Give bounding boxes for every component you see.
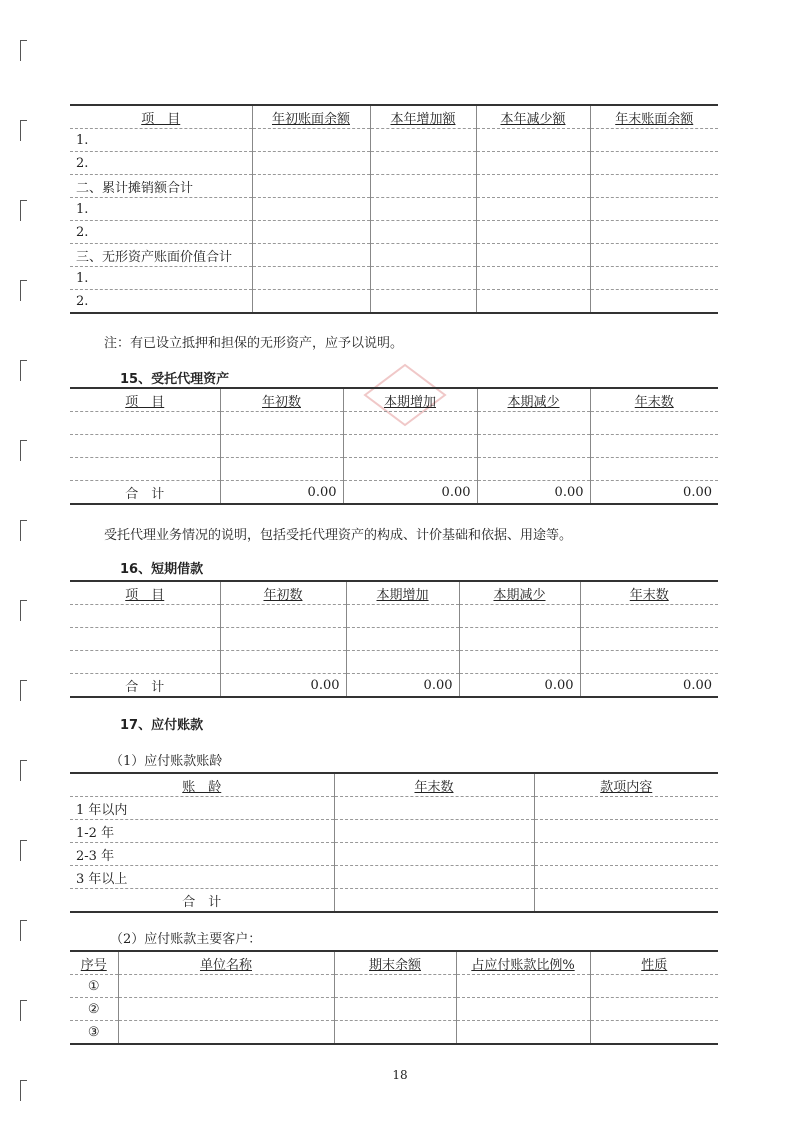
col-decrease: 本期减少 xyxy=(477,388,590,412)
row-label: 1. xyxy=(70,198,252,221)
note-15: 受托代理业务情况的说明，包括受托代理资产的构成、计价基础和依据、用途等。 xyxy=(104,528,573,543)
col-increase: 本期增加 xyxy=(346,581,459,605)
col-begin-balance: 年初账面余额 xyxy=(252,105,370,129)
col-decrease: 本年减少额 xyxy=(476,105,590,129)
col-aging: 账 龄 xyxy=(70,773,334,797)
intangible-assets-table xyxy=(70,104,718,314)
row-label: 1. xyxy=(70,129,252,152)
table-row xyxy=(70,843,718,866)
payables-aging-table xyxy=(70,772,718,913)
col-increase: 本年增加额 xyxy=(370,105,476,129)
short-term-loans-table xyxy=(70,580,718,698)
col-end-balance: 期末余额 xyxy=(334,951,456,975)
section-16-title: 16、短期借款 xyxy=(120,562,204,577)
aging-label: 1-2 年 xyxy=(70,820,334,843)
total-label: 合 计 xyxy=(70,889,334,913)
col-item: 项 目 xyxy=(70,388,220,412)
col-content: 款项内容 xyxy=(534,773,718,797)
total-end: 0.00 xyxy=(590,481,718,505)
row-label: 2. xyxy=(70,221,252,244)
col-end: 年末数 xyxy=(580,581,718,605)
entrusted-assets-table xyxy=(70,387,718,505)
col-ratio: 占应付账款比例% xyxy=(456,951,590,975)
total-begin: 0.00 xyxy=(220,674,346,698)
aging-label: 2-3 年 xyxy=(70,843,334,866)
section-17-title: 17、应付账款 xyxy=(120,718,204,733)
col-seq: 序号 xyxy=(70,951,118,975)
table-row xyxy=(70,221,718,244)
table-row xyxy=(70,129,718,152)
table-row xyxy=(70,152,718,175)
seq-number: ① xyxy=(70,975,118,998)
section-15-title: 15、受托代理资产 xyxy=(120,372,230,387)
col-end: 年末数 xyxy=(590,388,718,412)
col-decrease: 本期减少 xyxy=(459,581,580,605)
row-label: 2. xyxy=(70,290,252,314)
total-row xyxy=(70,481,718,505)
page-number: 18 xyxy=(392,1068,408,1082)
col-unit-name: 单位名称 xyxy=(118,951,334,975)
payables-customers-table xyxy=(70,950,718,1045)
seq-number: ② xyxy=(70,998,118,1021)
col-begin: 年初数 xyxy=(220,581,346,605)
note-14: 注：有已设立抵押和担保的无形资产，应予以说明。 xyxy=(104,336,404,351)
aging-label: 1 年以内 xyxy=(70,797,334,820)
total-decrease: 0.00 xyxy=(477,481,590,505)
total-increase: 0.00 xyxy=(346,674,459,698)
total-row xyxy=(70,889,718,913)
table-row xyxy=(70,797,718,820)
col-item: 项 目 xyxy=(70,105,252,129)
col-item: 项 目 xyxy=(70,581,220,605)
table-row xyxy=(70,1021,718,1045)
subsection-customers-title: （2）应付账款主要客户： xyxy=(110,932,262,947)
row-label: 2. xyxy=(70,152,252,175)
aging-label: 3 年以上 xyxy=(70,866,334,889)
table-row xyxy=(70,820,718,843)
table-row xyxy=(70,866,718,889)
row-label: 1. xyxy=(70,267,252,290)
table-row xyxy=(70,267,718,290)
col-increase: 本期增加 xyxy=(343,388,477,412)
row-label: 三、无形资产账面价值合计 xyxy=(70,244,252,267)
table-row xyxy=(70,605,718,628)
table-row xyxy=(70,458,718,481)
col-end-balance: 年末账面余额 xyxy=(590,105,718,129)
table-row xyxy=(70,628,718,651)
col-begin: 年初数 xyxy=(220,388,343,412)
total-row xyxy=(70,674,718,698)
table-row xyxy=(70,975,718,998)
col-nature: 性质 xyxy=(590,951,718,975)
total-end: 0.00 xyxy=(580,674,718,698)
subsection-aging-title: （1）应付账款账龄 xyxy=(110,754,223,769)
table-row xyxy=(70,175,718,198)
row-label: 二、累计摊销额合计 xyxy=(70,175,252,198)
total-begin: 0.00 xyxy=(220,481,343,505)
total-label: 合 计 xyxy=(70,481,220,505)
table-row xyxy=(70,198,718,221)
table-row xyxy=(70,290,718,314)
seq-number: ③ xyxy=(70,1021,118,1045)
total-increase: 0.00 xyxy=(343,481,477,505)
total-label: 合 计 xyxy=(70,674,220,698)
table-row xyxy=(70,244,718,267)
table-row xyxy=(70,651,718,674)
table-row xyxy=(70,998,718,1021)
col-year-end: 年末数 xyxy=(334,773,534,797)
total-decrease: 0.00 xyxy=(459,674,580,698)
table-row xyxy=(70,435,718,458)
table-row xyxy=(70,412,718,435)
